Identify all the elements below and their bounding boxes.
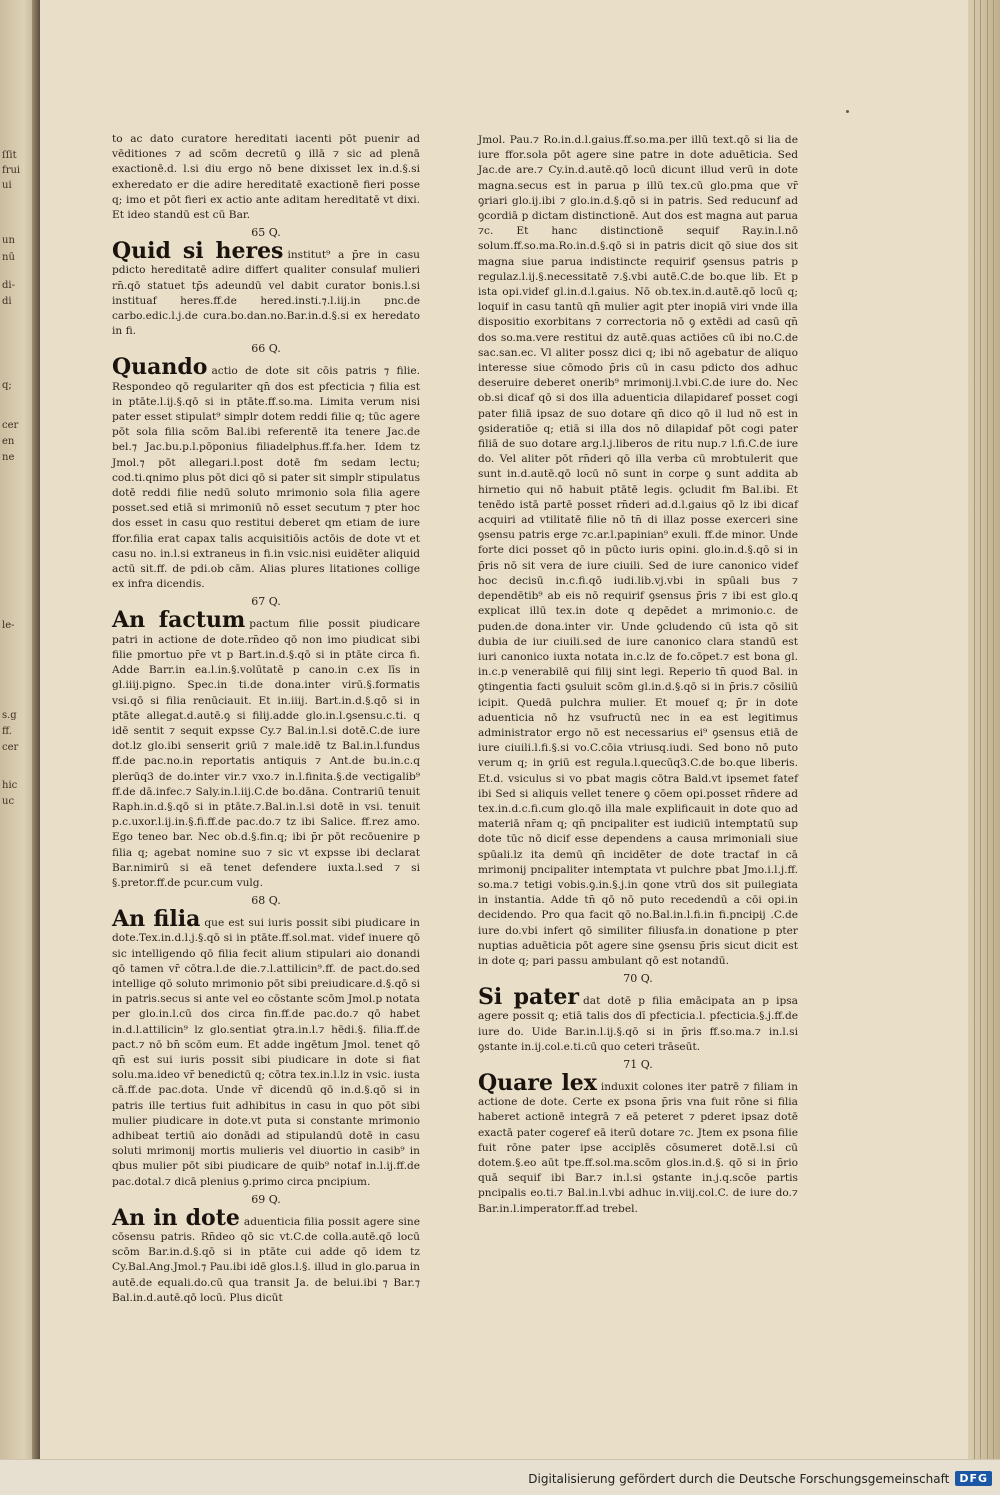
margin-fragment: ui [2,180,12,191]
question-65 [112,240,420,339]
margin-fragment: ff. [2,726,12,737]
margin-fragment: en [2,436,15,447]
question-70 [478,986,798,1055]
text-column-right [478,133,798,1220]
margin-fragment: frui [2,165,21,176]
question-68 [112,908,420,1190]
question-number: 65 Q. [251,226,281,240]
question-text: actio de dote sit cōis patris ⁊ filie. Respondeo qō regulariter qn̄ dos est pfecticia ⁊ filia est in ptāte.l.ij.§.qō si in ptāte.ff.so.ma. Limita verum nisi pater esset stipulat⁹ simplr dotem reddi filie q; tūc agere pōt sola filia scōm Bal.ibi referentē ita tenere Jac.de bel.⁊ Jac.bu.p.l.pōponius filiadelphus.ff.fa.her. Idem tz Jmol.⁊ pōt allegari.l.post dotē fm sedam lectu; cod.ti.qnimo plus pōt dici qō si pater sit simplr stipulatus dotē reddi filie nedū soluto mrimonio sola filia agere posset.sed etiā si mrimoniū nō esset secutum ⁊ pter hoc dos esset in casu quo restitui deberet qm etiam de iure ffor.filia erat capax talis acquisitiōis actōis de dote vt et casu no. in.l.si extraneus in fi.in vsic.nisi euidēter aliquid actū sit.ff. de pdi.ob cām. Alias plures litationes collige ex infra dicendis. [112,365,420,591]
question-text: aduenticia filia possit agere sine cōsensu patris. Rn̄deo qō sic vt.C.de colla.autē.qō locū scōm Bar.in.d.§.qō si in ptāte cui adde qō idem tz Cy.Bal.Ang.Jmol.⁊ Pau.ibi idē glos.l.§. illud in glo.parua in autē.de equali.do.cū qua transit Ja. de belui.ibi ⁊ Bar.⁊ Bal.in.d.autē.qō locū. Plus dicūt [112,1215,421,1304]
question-text: que est sui iuris possit sibi piudicare in dote.Tex.in.d.l.j.§.qō si in ptāte.ff.sol.mat. videf inuere qō sic intelligendo qō filia fecit alium stipulari aio donandi qō tamen vr̄ cōtra.l.de die.⁊.l.attilicin⁹.ff. de pact.do.sed intellige qō soluto mrimonio pōt sibi preiudicare.d.§.qō si in patris.secus si ante vel eo cōstante scōm Jmol.p notata per glo.in.l.cū dos circa fin.ff.de pac.do.⁊ qō habet in.d.l.attilicin⁹ lz glo.sentiat ꝯtra.in.l.⁊ hēdi.§. filia.ff.de pact.⁊ nō bn̄ scōm eum. Et adde ingētum Jmol. tenet qō qn̄ est sui iuris possit sibi piudicare in dote si fiat solu.ma.ideo vr̄ benedictū q; cōtra tex.in.l.lz in vsic. iusta cā.ff.de pac.dota. Unde vr̄ dicendū qō in.d.§.qō si in patris ille tertius fuit adhibitus in casu in quo pōt sibi mulier piudicare in dote.vt puta si constante mrimonio adhibeat tertiū aio donādi ad stipulandū dotē in casu soluti mrimonij mortis mulieris vel diuortio in casib⁹ in qbus mulier pōt sibi piudicare de quib⁹ notaf in.l.ij.ff.de pac.dotal.⁊ dicā plenius ꝯ.primo circa pncipium. [112,917,420,1188]
question-number: 69 Q. [251,1192,281,1206]
margin-fragment: s.g [2,710,17,721]
margin-fragment: di [2,296,12,307]
margin-fragment: uc [2,796,15,807]
page-stack-edge [968,0,1000,1495]
footer-bar [0,1459,1000,1495]
margin-fragment: hic [2,780,18,791]
question-text: induxit colones iter patrē ⁊ filiam in actione de dote. Certe ex psona p̄ris vna fuit rōne si filia haberet actionē integrā ⁊ eā peteret ⁊ pderet ipsaz dotē exactā pater cogeref eā iterū dotare ⁊c. Jtem ex psona filie fuit rōne pater ipse acciplēs cōsumeret dotē.l.si cū dotem.§.eo aūt tpe.ff.sol.ma.scōm glos.in.d.§. qō si in p̄rio quā sequif ibi Bar.⁊ in.l.si ꝯstante in.j.q.scōe partis pncipalis eo.ti.⁊ Bal.in.l.vbi adhuc in.viij.col.C. de iure do.⁊ Bar.in.l.imperator.ff.ad trebel. [478,1080,798,1215]
question-71 [478,1069,798,1217]
question-67 [112,609,420,891]
margin-fragment: q; [2,380,12,391]
question-text: dat dotē p filia emācipata an p ipsa agere possit q; etiā talis dos dī pfecticia.l. pfecticia.§.j.ff.de iure do. Uide Bar.in.l.ij.§.qō si in p̄ris ff.so.ma.⁊ in.l.si ꝯstante in.ij.col.e.ti.cū quo ceteri trāseūt. [478,995,798,1053]
question-text: pactum filie possit piudicare patri in actione de dote.rn̄deo qō non imo piudicat sibi filie pmortuo pr̄e vt p Bart.in.d.§.qō si in ptāte circa fi. Adde Barr.in ea.l.in.§.volūtatē p cano.in c.ex līs in gl.iiij.pigno. Spec.in ti.de dona.inter virū.§.formatis vsi.qō si filia renūciauit. Et in.iiij. Bart.in.d.§.qō si in ptāte allegat.d.autē.ꝯ si filij.adde glo.in.l.ꝯsensu.c.ti. q idē sentit ⁊ sequit expsse Cy.⁊ Bal.in.l.si dotē.C.de iure dot.lz glo.ibi senserit ꝯriū ⁊ male.idē tz Bal.in.l.fundus ff.de pac.no.in reportatis antiquis ⁊ Ant.de bu.in.c.q plerūq3 de do.inter vir.⁊ vxo.⁊ in.l.finita.§.de vectigalib⁹ ff.de dā.infec.⁊ Saly.in.l.iij.C.de bo.dāna. Contrariū tenuit Raph.in.d.§.qō si in ptāte.⁊.Bal.in.l.si dotē in vsi. tenuit p.c.uxor.l.ij.in.§.fi.ff.de pac.do.⁊ tz ibi Salice. ff.rez amo. Ego teneo bar. Nec ob.d.§.fin.q; ibi p̄r pōt recōuenire p filia q; agebat nomine suo ⁊ sic vt expsse ibi declarat Bar.nimirū si eā tenet defendere iuxta.l.sed ⁊ si §.pretor.ff.de pcur.cum vulg. [112,618,420,889]
initial-heading: Si pater [478,984,580,1011]
question-number: 68 Q. [251,894,281,908]
margin-fragment: le- [2,620,15,631]
initial-heading: Quare lex [478,1069,597,1096]
page-edge-line [974,0,975,1495]
paragraph-intro: Jmol. Pau.⁊ Ro.in.d.l.gaius.ff.so.ma.per illū text.qō si lia de iure ffor.sola pōt agere sine patre in dote aduēticia. Sed Jac.de are.⁊ Cy.in.d.autē.qō locū dicunt illud verū in dote magna.secus est in parua p illū tex.cū glo.pma que vr̄ ꝯriari glo.ij.ibi ⁊ glo.in.d.§.qō si in patris. Sed reducunf ad ꝯcordiā p dictam distinctionē. Aut dos est magna aut parua ⁊c. Et hanc distinctionē sequif Ray.in.l.nō solum.ff.so.ma.Ro.in.d.§.qō si in patris dicit qō siue dos sit magna siue parua indistincte requirif ꝯsensus patris p regulaz.l.ij.§.necessitatē ⁊.§.vbi autē.C.de bo.que lib. Et p ista opi.videf gl.in.d.l.gaius. Nō ob.tex.in.d.autē.qō locū q; loquif in casu tantū qn̄ mulier agit pter inopiā viri vnde illa dispositio exorbitans ⁊ correctoria nō ꝯ extēdi ad casū qn̄ dos so.ma.vere restitui dz autē.quas actiōes cū ibi no.C.de sac.san.ec. Vl aliter possz dici q; ibi nō agebatur de aliquo interesse siue cōmodo p̄ris cū in casu pdicto dos adhuc deseruire deberet onerib⁹ mrimonij.l.vbi.C.de iure do. Nec ob.si dicaf qō si dos illa aduenticia dilapidaref posset cogi pater filiā ipsaz de suo dotare qn̄ dico qō il lud nō est in ꝯsideratiōe q; etiā si illa dos nō dilapidaf pōt cogi pater filiā de suo dotare arg.l.j.liberos de ritu nup.⁊ l.fi.C.de iure do. Vel aliter pōt rn̄deri qō illa verba cū mrobtulerit que sunt in.d.autē.qō locū nō sunt in corpe ꝯ sunt addita ab hirnetio qui nō habuit ptātē legis. ꝯcludit fm Bal.ibi. Et tenēdo istā partē posset rn̄deri ad.d.l.gaius qō lz ibi dicaf acquiri ad vtilitatē filie nō tn̄ di illaz posse exerceri sine ꝯsensu patris erge ⁊c.ar.l.papinian⁹ exuli. ff.de minor. Unde forte dici posset qō in pūcto iuris opini. glo.in.d.§.qō si in p̄ris nō sit vera de iure ciuili. Sed de iure canonico videf hoc decisū in.c.fi.qō iudi.lib.vj.vbi in spūali bus ⁊ dependētib⁹ ab eis nō requirif ꝯsensus p̄ris ⁊ ibi est glo.q explicat illū tex.in dote q depēdet a mrimonio.c. de puden.de dona.inter vir. Unde ꝯcludendo cū ista qō sit dubia de iur ciuili.sed de iure canonico clara standū est iuri canonico iuxta notata in.c.lz de fo.cōpet.⁊ est bona gl. in.c.p venerabilē qui filij sint legi. Reperio tn̄ quod Bal. in ꝯtingentia facti ꝯsuluit scōm gl.in.d.§.qō si in p̄ris.⁊ cōsiliū icipit. Quedā pulchra mulier. Et mouef q; p̄r in dote aduenticia nō hz vsufructū nec in ea est legitimus administrator ergo nō est necessarius ei⁹ ꝯsensus etiā de iure ciuili.l.fi.§.si vo.C.cōia vtriusq.iudi. Sed bono nō puto verum q; in ꝯriū est regula.l.quecūq3.C.de bo.que liberis. Et.d. vsiculus si vo pbat magis cōtra Bald.vt ipsemet fatef ibi Sed si aliquis vellet tenere ꝯ cōem opi.posset rn̄dere ad tex.in.d.c.fi.cum glo.qō illa male explificauit in dote quo ad materiā nr̄am q; qn̄ pncipaliter est iudiciū intemptatū sup dote tūc nō dicif esse dependens a causa mrimoniali siue spūali.lz ita demū qn̄ incidēter de dote tractaf in cā mrimonij pncipaliter intemptata vt pulchre pbat Jmo.i.l.j.ff. so.ma.⁊ tetigi vobis.ꝯ.in.§.j.in qone vtrū dos sit puilegiata in instantia. Adde tn̄ qō nō puto recedendū a cōi opi.in decidendo. Pro qua facit qō no.Bal.in.l.fi.in fi.pncipij .C.de iure do.vbi infert qō similiter filiusfa.in donatione p pter nuptias aduēticia pōt agere sine ꝯsensu p̄ris sicut dicit est in dote q; pari passu ambulant qō est notandū. [478,134,798,967]
page-edge-line [987,0,988,1495]
page-edge-line [980,0,981,1495]
initial-heading: An filia [112,906,201,933]
margin-fragment: un [2,235,15,246]
question-number: 70 Q. [623,972,653,986]
question-number: 67 Q. [251,595,281,609]
dfg-logo-icon: DFG [955,1471,992,1486]
question-number: 71 Q. [623,1057,653,1071]
margin-fragment: ſſit [2,150,17,161]
initial-heading: An factum [112,607,246,634]
question-number: 66 Q. [251,342,281,356]
text-column-left [112,132,420,1309]
margin-fragment: cer [2,742,19,753]
margin-fragment: ne [2,452,15,463]
question-66 [112,356,420,592]
paragraph-intro: to ac dato curatore hereditati iacenti pōt puenir ad vēditiones ⁊ ad scōm decretū ꝯ illā ⁊ sic ad plenā exactionē.d. l.si diu ergo nō bene dixisset lex in.d.§.si exheredato er die adire hereditatē exactionē fieri posse q; imo et pōt fieri ex actio ante aditam hereditatē vt dixi. Et ideo standū est cū Bar. [112,133,420,222]
dfg-credit [528,1471,992,1486]
initial-heading: Quid si heres [112,238,284,265]
question-text: institut⁹ a p̄re in casu pdicto hereditatē adire differt qualiter consulaf mulieri rn̄.qō statuet tp̄s adeundū vel dabit curator bonis.l.si instituaf heres.ff.de hered.insti.⁊.l.iij.in pnc.de carbo.edic.l.j.de cura.bo.dan.no.Bar.in.d.§.si ex heredato in fi. [112,249,420,338]
margin-fragment: nū [2,252,15,263]
question-69 [112,1204,421,1306]
initial-heading: Quando [112,354,208,381]
page-edge-line [993,0,994,1495]
paper-speck [846,110,849,113]
margin-fragment: di- [2,280,15,291]
margin-fragment: cer [2,420,19,431]
initial-heading: An in dote [112,1204,240,1231]
digitization-credit-text: Digitalisierung gefördert durch die Deutsche Forschungsgemeinschaft [528,1471,950,1486]
book-gutter [32,0,40,1460]
